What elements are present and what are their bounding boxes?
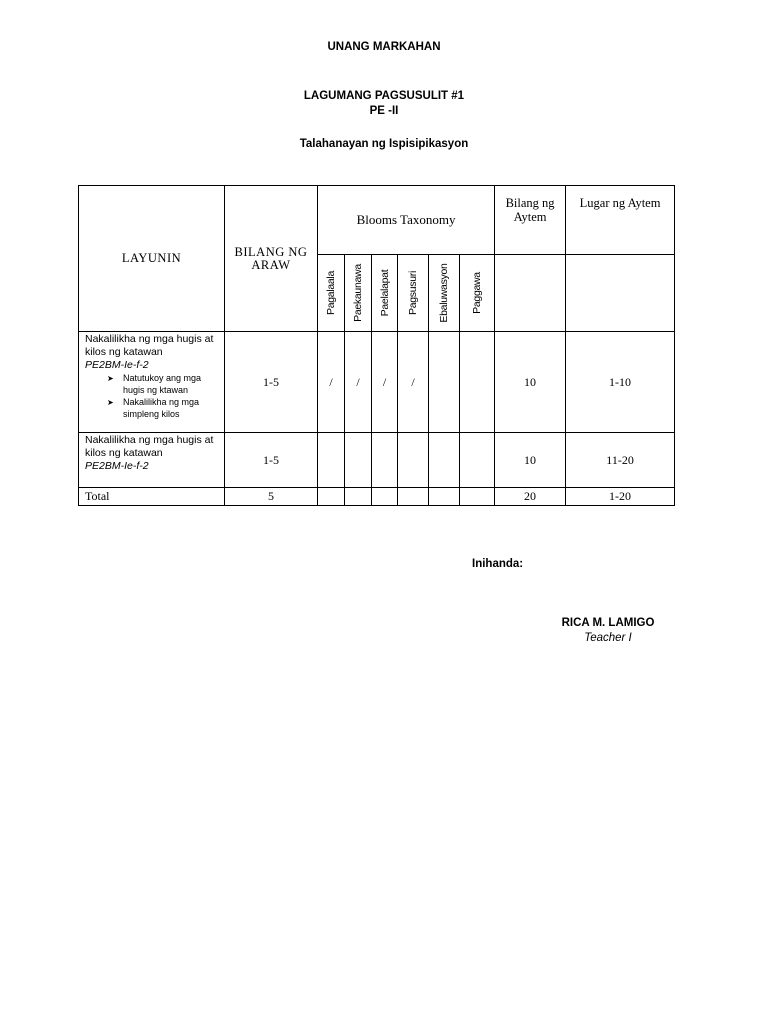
blooms-level-header [460,255,495,332]
list-item [107,373,220,396]
total-days: 5 [225,488,318,506]
blooms-mark: / [372,332,398,433]
list-item [107,397,220,420]
table-title: Talahanayan ng Ispisipikasyon [299,138,469,150]
sub-objective-text: Nakalilikha ng mga simpleng kilos [123,397,200,419]
header-days: BILANG NG ARAW [225,186,318,332]
blank-cell [345,488,372,506]
blank-cell [429,488,460,506]
header-objective: LAYUNIN [79,186,225,332]
objective-cell [79,433,225,488]
blooms-level-label: Pagsusuri [407,271,419,315]
sub-objective-list [107,373,220,420]
days-cell: 1-5 [225,433,318,488]
items-cell: 10 [495,332,566,433]
blooms-level-label: Paggawa [471,272,484,314]
objective-text: Nakalilikha ng mga hugis at kilos ng katawan [85,333,214,358]
days-cell: 1-5 [225,332,318,433]
blooms-mark [345,433,372,488]
total-label: Total [79,488,225,506]
blooms-level-label: Pagalaala [325,270,337,316]
blank-cell [398,488,429,506]
header-location: Lugar ng Aytem [566,186,675,255]
items-cell: 10 [495,433,566,488]
blooms-mark [460,332,495,433]
blooms-mark [460,433,495,488]
blank-cell [318,488,345,506]
signatory-name: RICA M. LAMIGO [561,617,655,629]
arrow-bullet-icon: ➤ [107,374,114,383]
subject-heading: PE -II [369,105,399,117]
blooms-mark [429,332,460,433]
blooms-level-label: Paekaunawa [352,264,364,322]
blooms-level-header [429,255,460,332]
total-location: 1-20 [566,488,675,506]
blooms-level-header [345,255,372,332]
objective-text: Nakalilikha ng mga hugis at kilos ng katawan [85,434,214,459]
blooms-mark: / [398,332,429,433]
blooms-level-header [318,255,345,332]
blank-cell [460,488,495,506]
total-items: 20 [495,488,566,506]
test-title: LAGUMANG PAGSUSULIT #1 [303,90,465,102]
blooms-mark: / [345,332,372,433]
prepared-by-label: Inihanda: [472,558,524,570]
arrow-bullet-icon: ➤ [107,398,114,407]
blooms-level-label: Ebaluwasyon [438,263,450,323]
blooms-mark [398,433,429,488]
blooms-level-header [372,255,398,332]
header-items: Bilang ng Aytem [495,186,566,255]
header-location-blank [566,255,675,332]
blooms-level-header [398,255,429,332]
competency-code: PE2BM-Ie-f-2 [85,359,149,371]
quarter-heading: UNANG MARKAHAN [327,41,441,53]
competency-code: PE2BM-Ie-f-2 [85,460,149,472]
location-cell: 11-20 [566,433,675,488]
table-row [79,433,675,488]
specification-table [78,185,675,506]
table-row [79,332,675,433]
blooms-mark [318,433,345,488]
location-cell: 1-10 [566,332,675,433]
header-blooms: Blooms Taxonomy [318,186,495,255]
blooms-mark [429,433,460,488]
blank-cell [372,488,398,506]
header-items-blank [495,255,566,332]
total-row [79,488,675,506]
sub-objective-text: Natutukoy ang mga hugis ng ktawan [123,373,202,395]
blooms-mark [372,433,398,488]
objective-cell [79,332,225,433]
blooms-level-label: Paelalapat [378,269,391,317]
signatory-position: Teacher I [584,632,632,644]
blooms-mark: / [318,332,345,433]
